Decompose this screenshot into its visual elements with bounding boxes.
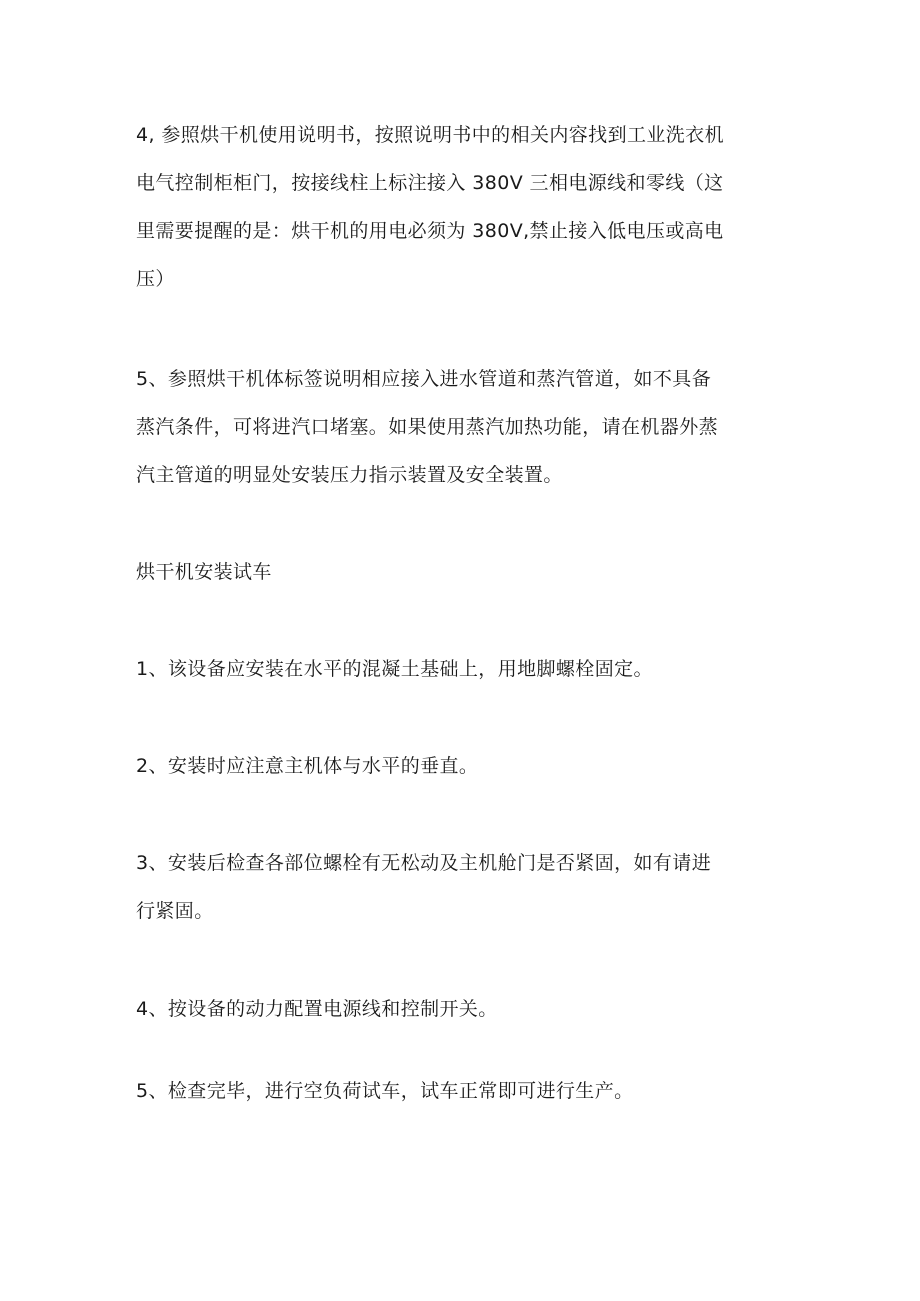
paragraph-test-step-4 <box>136 985 786 1033</box>
paragraph-step-4-wiring <box>136 111 786 303</box>
text-line: 5、检查完毕，进行空负荷试车，试车正常即可进行生产。 <box>136 1080 634 1102</box>
paragraph-test-step-3 <box>136 839 786 935</box>
text-line: 3、安装后检查各部位螺栓有无松动及主机舱门是否紧固，如有请进 <box>136 852 712 874</box>
section-heading <box>136 548 786 596</box>
text-line: 行紧固。 <box>136 900 214 922</box>
text-line: 蒸汽条件，可将进汽口堵塞。如果使用蒸汽加热功能，请在机器外蒸 <box>136 416 719 438</box>
paragraph-test-step-5 <box>136 1067 786 1115</box>
text-line: 2、安装时应注意主机体与水平的垂直。 <box>136 755 479 777</box>
paragraph-test-step-2 <box>136 742 786 790</box>
text-line: 里需要提醒的是：烘干机的用电必须为 380V,禁止接入低电压或高电 <box>136 220 724 242</box>
text-line: 1、该设备应安装在水平的混凝土基础上，用地脚螺栓固定。 <box>136 658 653 680</box>
text-line: 4、按设备的动力配置电源线和控制开关。 <box>136 998 498 1020</box>
paragraph-step-5-pipes <box>136 355 786 499</box>
text-line: 压） <box>136 268 175 290</box>
text-line: 4, 参照烘干机使用说明书，按照说明书中的相关内容找到工业洗衣机 <box>136 124 724 146</box>
section-title: 烘干机安装试车 <box>136 561 272 583</box>
text-line: 电气控制柜柜门，按接线柱上标注接入 380V 三相电源线和零线（这 <box>136 172 724 194</box>
text-line: 5、参照烘干机体标签说明相应接入进水管道和蒸汽管道，如不具备 <box>136 368 712 390</box>
text-line: 汽主管道的明显处安装压力指示装置及安全装置。 <box>136 464 563 486</box>
paragraph-test-step-1 <box>136 645 786 693</box>
